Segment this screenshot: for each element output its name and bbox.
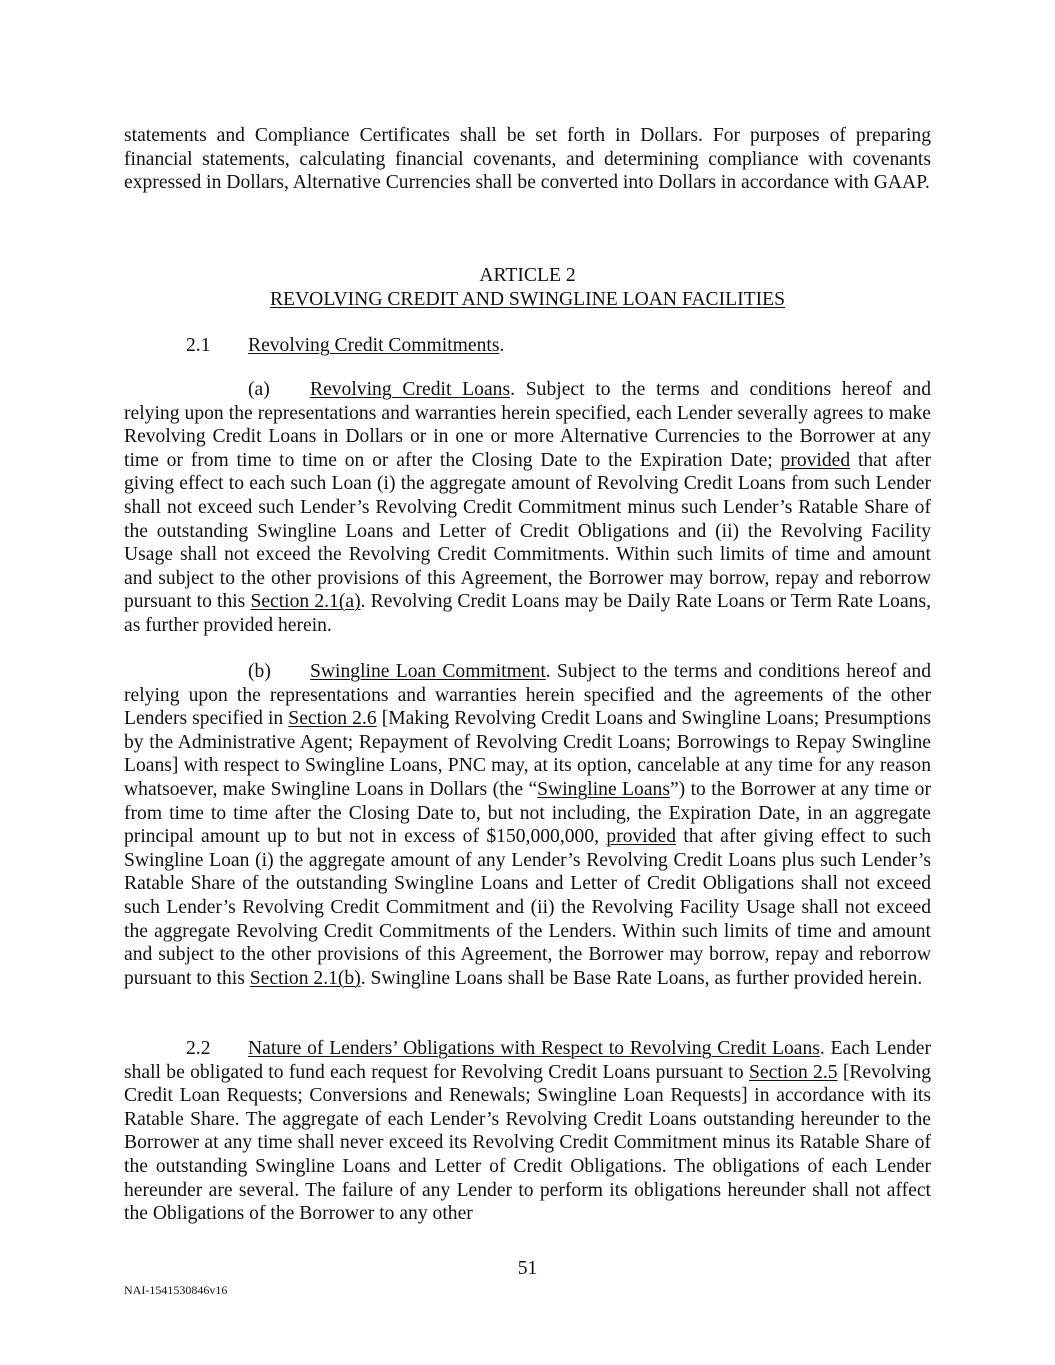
section-2-2: [124, 1037, 931, 1226]
section-2-2-text: [Revolving Credit Loan Requests; Conversions and Renewals; Swingline Loan Requests] in accordance with its Ratable Share. The aggregate of each Lender’s Revolving Credit Loans outstanding hereunder to the Borrower at any time shall never exceed its Revolving Credit Commitment minus its Ratable Share of the outstanding Swingline Loans and Letter of Credit Obligations. The obligations of each Lender hereunder are several. The failure of any Lender to perform its obligations hereunder shall not affect the Obligations of the Borrower to any other: [124, 1061, 931, 1225]
section-2-1-b-text: ”) to the Borrower at any time or from time to time after the Closing Date to, but not including, the Expiration Date, in an aggregate principal amount up to but not in excess of $150,000,000,: [124, 778, 931, 848]
page-number: 51: [517, 1258, 538, 1279]
section-2-1-b-text: . Subject to the terms and conditions hereof and relying upon the representations and warranties herein specified and the agreements of the other Lenders specified in: [124, 661, 931, 730]
document-id: NAI-1541530846v16: [124, 1283, 228, 1297]
section-2-1-b-label: (b): [248, 661, 271, 682]
cross-reference-section-2-5: Section 2.5: [748, 1061, 838, 1083]
section-2-2-title: Nature of Lenders’ Obligations with Respect to Revolving Credit Loans: [248, 1038, 820, 1059]
cross-reference-section-2-1-a: Section 2.1(a): [250, 591, 361, 613]
proviso-term: provided: [780, 449, 851, 471]
section-2-1-b-text: . Swingline Loans shall be Base Rate Loans, as further provided herein.: [360, 967, 923, 989]
section-2-1-number: 2.1: [186, 335, 211, 356]
section-2-1-a-title: Revolving Credit Loans: [310, 379, 511, 400]
cross-reference-section-2-6: Section 2.6: [288, 708, 377, 730]
article-number: ARTICLE 2: [479, 265, 576, 286]
section-2-1-title: Revolving Credit Commitments: [248, 335, 500, 356]
article-title-text: REVOLVING CREDIT AND SWINGLINE LOAN FACILITIES: [269, 289, 786, 310]
cross-reference-section-2-1-b: Section 2.1(b): [249, 967, 361, 989]
article-title: [124, 288, 931, 312]
section-2-1-b: [124, 660, 931, 990]
section-2-1-b-text: [Making Revolving Credit Loans and Swingline Loans; Presumptions by the Administrative Agent; Repayment of Revolving Credit Loans; Borrowings to Repay Swingline Loans] with respect to Swingline Loans, PNC may, at its option, cancelable at any time for any reason whatsoever, make Swingline Loans in Dollars (the “: [124, 708, 931, 800]
section-2-2-number: 2.2: [186, 1038, 211, 1059]
section-2-1-a-text: . Subject to the terms and conditions hereof and relying upon the representations and warranties herein specified, each Lender severally agrees to make Revolving Credit Loans in Dollars or in one or more Alternative Currencies to the Borrower at any time or from time to time on or after the Closing Date to the Expiration Date;: [124, 379, 931, 471]
section-2-2-text: . Each Lender shall be obligated to fund each request for Revolving Credit Loans pursuant to: [124, 1038, 931, 1083]
section-2-1-a-label: (a): [248, 379, 270, 400]
continuation-paragraph: statements and Compliance Certificates shall be set forth in Dollars. For purposes of preparing financial statements, calculating financial covenants, and determining compliance with covenants expressed in Dollars, Alternative Currencies shall be converted into Dollars in accordance with GAAP.: [124, 125, 931, 194]
section-2-1-a-text: . Revolving Credit Loans may be Daily Rate Loans or Term Rate Loans, as further provided herein.: [124, 591, 931, 636]
section-2-1-heading: 2.1 Revolving Credit Commitments.: [186, 335, 505, 356]
section-2-1-a: [124, 378, 931, 638]
proviso-term: provided: [606, 826, 677, 848]
section-2-1-b-title: Swingline Loan Commitment: [310, 661, 546, 682]
section-2-1-b-text: that after giving effect to such Swingline Loan (i) the aggregate amount of any Lender’s Revolving Credit Loans plus such Lender’s Ratable Share of the outstanding Swingline Loans and Letter of Credit Obligations shall not exceed such Lender’s Revolving Credit Commitment and (ii) the Revolving Facility Usage shall not exceed the aggregate Revolving Credit Commitments of the Lenders. Within such limits of time and amount and subject to the other provisions of this Agreement, the Borrower may borrow, repay and reborrow pursuant to this: [124, 826, 931, 989]
section-2-1-a-text: that after giving effect to each such Loan (i) the aggregate amount of Revolving Credit Loans from such Lender shall not exceed such Lender’s Revolving Credit Commitment minus such Lender’s Ratable Share of the outstanding Swingline Loans and Letter of Credit Obligations and (ii) the Revolving Facility Usage shall not exceed the Revolving Credit Commitments. Within such limits of time and amount and subject to the other provisions of this Agreement, the Borrower may borrow, repay and reborrow pursuant to this: [124, 449, 931, 613]
defined-term-swingline-loans: Swingline Loans: [537, 778, 670, 800]
